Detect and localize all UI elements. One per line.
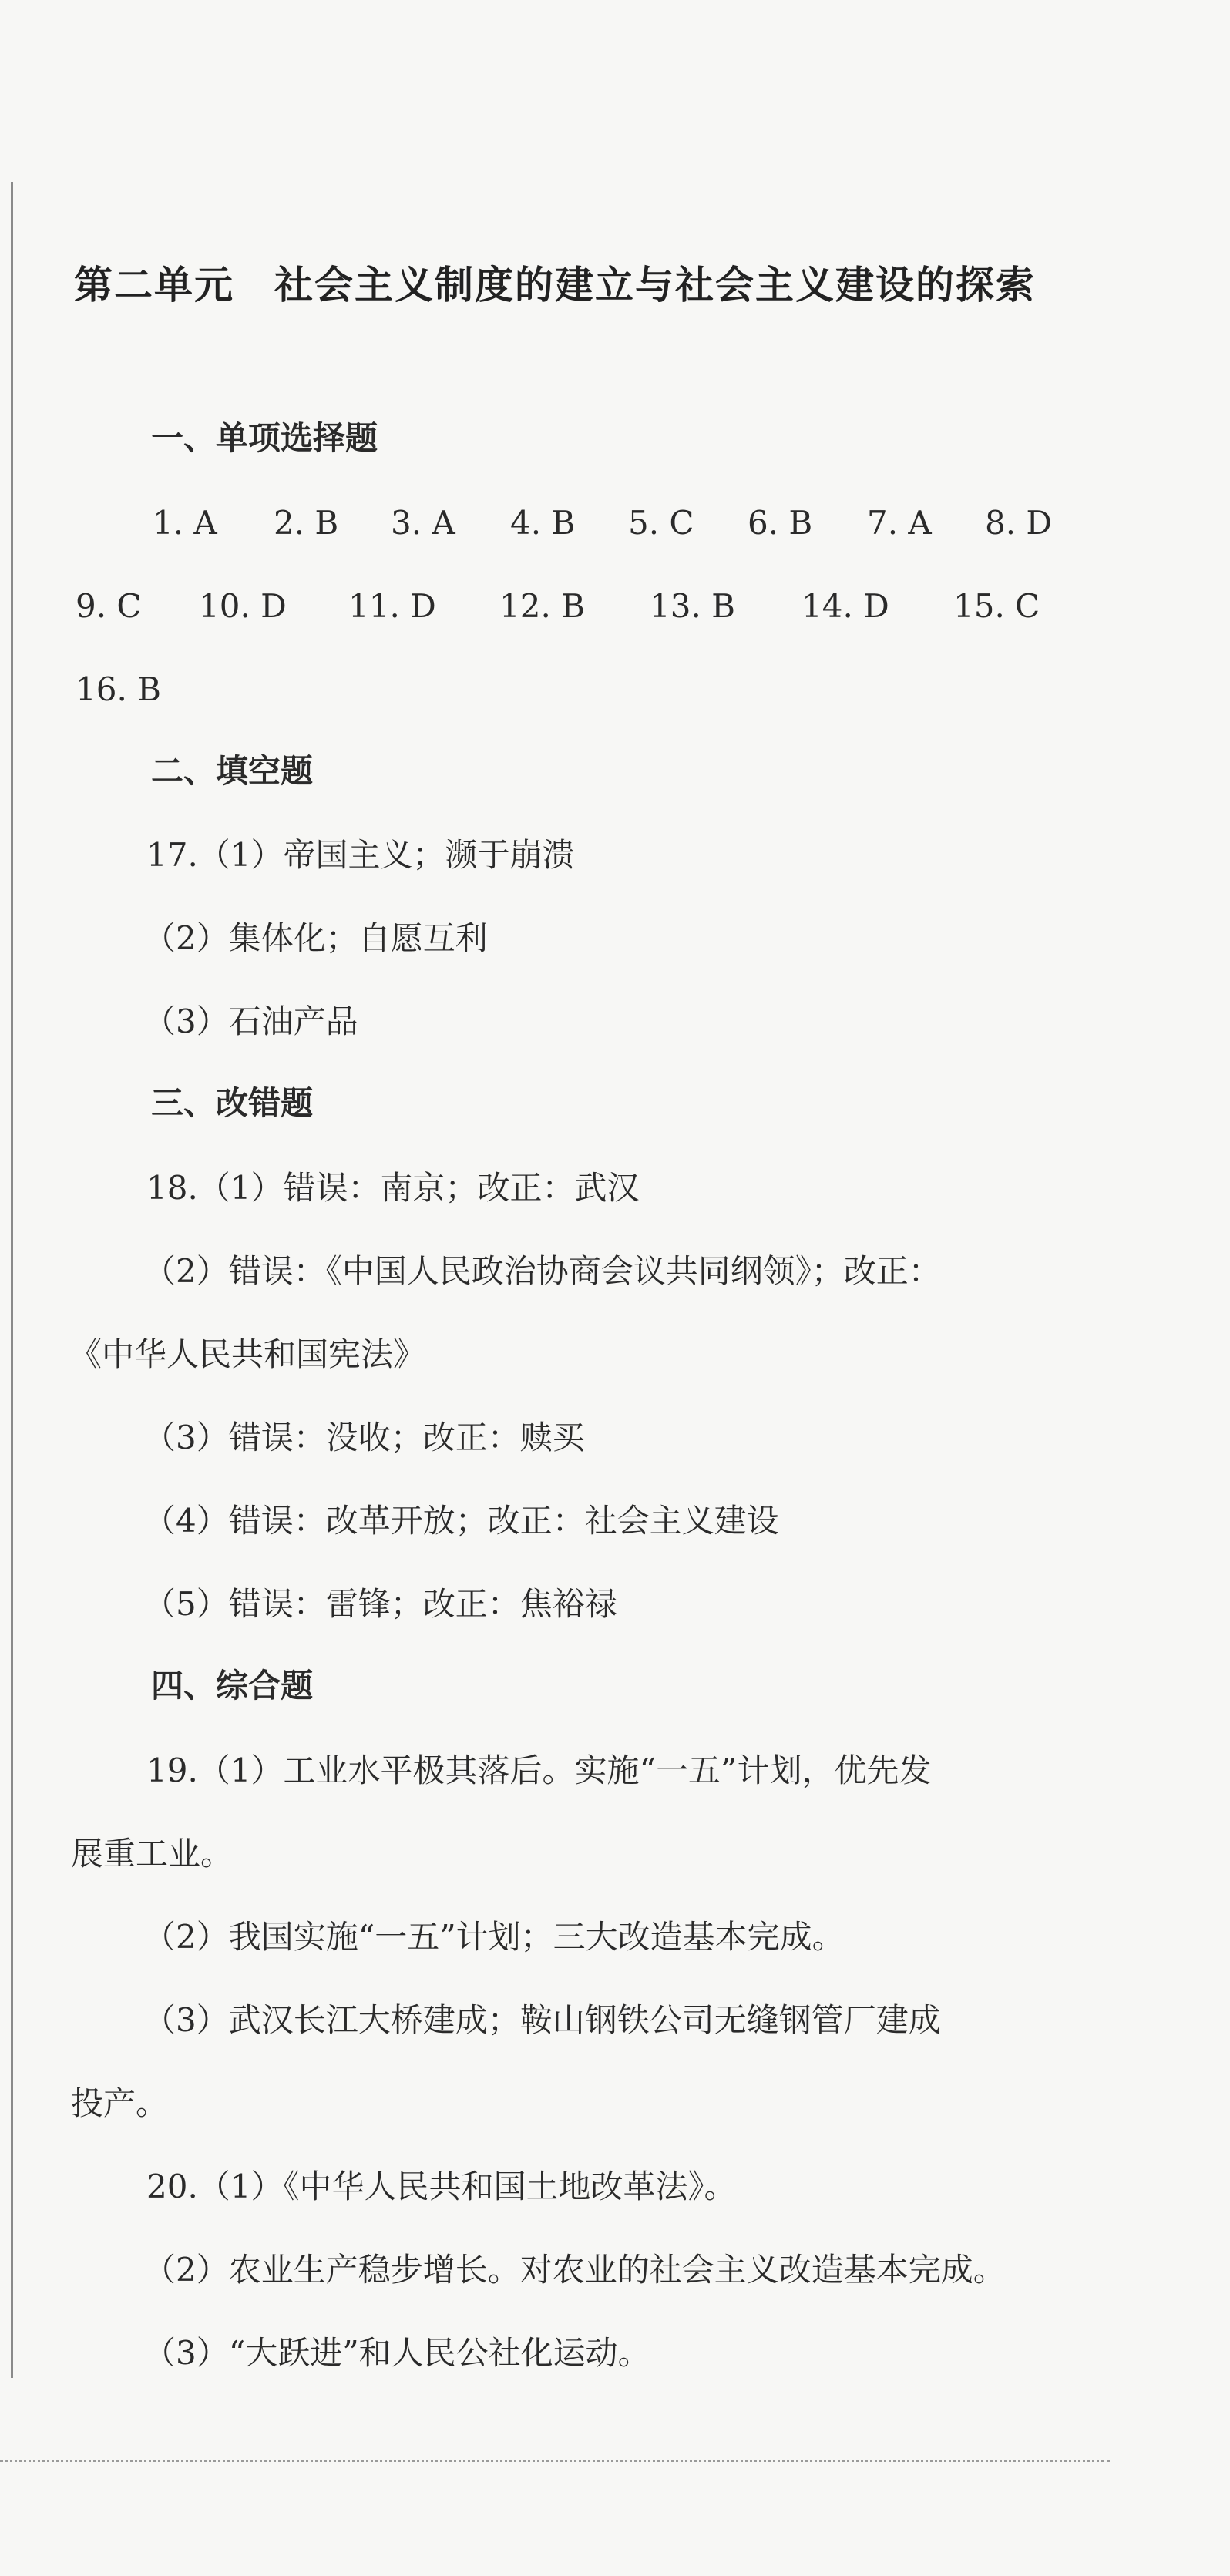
mcq-answer: 4. B xyxy=(510,504,576,542)
answer-line: （3）错误：没收；改正：赎买 xyxy=(143,1419,585,1456)
answer-line: （3）“大跃进”和人民公社化运动。 xyxy=(143,2334,650,2372)
answer-line: 20.（1）《中华人民共和国土地改革法》。 xyxy=(146,2168,737,2205)
answer-line: （4）错误：改革开放；改正：社会主义建设 xyxy=(143,1502,779,1540)
answer-line: 《中华人民共和国宪法》 xyxy=(69,1335,426,1373)
answer-line: 展重工业。 xyxy=(71,1835,234,1872)
answer-line: 18.（1）错误：南京；改正：武汉 xyxy=(146,1169,640,1207)
mcq-answer: 12. B xyxy=(499,587,586,625)
answer-line: （3）武汉长江大桥建成；鞍山钢铁公司无缝钢管厂建成 xyxy=(143,2001,941,2039)
bottom-dotted-rule xyxy=(0,2460,1110,2462)
answer-line: （2）我国实施“一五”计划；三大改造基本完成。 xyxy=(143,1918,845,1956)
answer-line: 19.（1）工业水平极其落后。实施“一五”计划，优先发 xyxy=(146,1751,932,1789)
mcq-answer: 2. B xyxy=(274,504,339,542)
section-heading-fill-blank: 二、填空题 xyxy=(151,752,314,790)
mcq-answer: 5. C xyxy=(628,504,694,542)
answer-line: （5）错误：雷锋；改正：焦裕禄 xyxy=(143,1585,617,1623)
section-heading-comprehensive: 四、综合题 xyxy=(151,1667,314,1704)
mcq-answer: 8. D xyxy=(985,504,1053,542)
mcq-answer: 13. B xyxy=(650,587,736,625)
mcq-answer: 7. A xyxy=(867,504,932,542)
mcq-answer: 9. C xyxy=(76,587,142,625)
mcq-answer: 10. D xyxy=(199,587,287,625)
mcq-answer: 11. D xyxy=(348,587,436,625)
answer-line: 投产。 xyxy=(71,2084,169,2122)
section-heading-single-choice: 一、单项选择题 xyxy=(151,419,378,457)
answer-line: （2）农业生产稳步增长。对农业的社会主义改造基本完成。 xyxy=(143,2251,1006,2289)
mcq-answer: 6. B xyxy=(748,504,813,542)
mcq-answer: 3. A xyxy=(391,504,455,542)
mcq-answer: 15. C xyxy=(953,587,1040,625)
answer-line: （2）集体化；自愿互利 xyxy=(143,919,488,957)
mcq-answer: 1. A xyxy=(153,504,217,542)
answer-line: （2）错误：《中国人民政治协商会议共同纲领》；改正： xyxy=(143,1252,941,1290)
left-margin-rule xyxy=(11,182,13,2378)
mcq-answer: 14. D xyxy=(802,587,889,625)
answer-line: （3）石油产品 xyxy=(143,1003,358,1040)
answer-line: 17.（1）帝国主义；濒于崩溃 xyxy=(146,836,575,874)
unit-title: 第二单元 社会主义制度的建立与社会主义建设的探索 xyxy=(74,263,1036,307)
section-heading-error-correction: 三、改错题 xyxy=(151,1084,314,1122)
mcq-answer: 16. B xyxy=(76,670,162,708)
